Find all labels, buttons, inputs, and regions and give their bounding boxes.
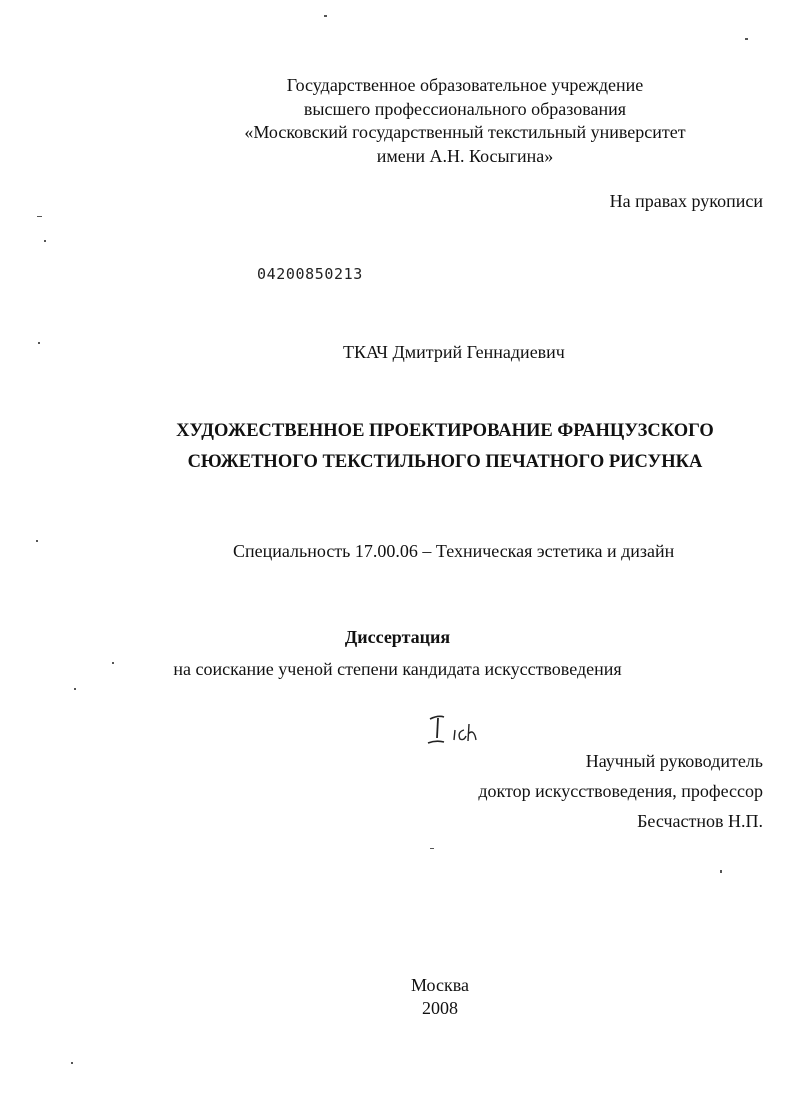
institution-header xyxy=(170,74,760,168)
scan-speck xyxy=(74,688,76,690)
dissertation-title xyxy=(150,416,740,478)
supervisor-name: Бесчастнов Н.П. xyxy=(637,811,763,831)
year: 2008 xyxy=(422,998,458,1018)
scan-speck xyxy=(720,870,722,873)
institution-line-1: Государственное образовательное учреждение xyxy=(286,75,644,95)
scan-speck xyxy=(112,662,114,664)
author-name: ТКАЧ Дмитрий Геннадиевич xyxy=(343,342,565,362)
institution-line-4: имени А.Н. Косыгина» xyxy=(376,145,554,166)
scan-speck xyxy=(37,216,42,217)
scan-speck xyxy=(430,848,434,849)
work-type-heading: Диссертация xyxy=(344,627,451,647)
title-line-2: СЮЖЕТНОГО ТЕКСТИЛЬНОГО ПЕЧАТНОГО РИСУНКА xyxy=(187,452,703,472)
institution-line-2: высшего профессионального образования xyxy=(303,98,627,119)
scan-speck xyxy=(71,1062,73,1064)
scan-speck xyxy=(44,240,46,242)
city-year-block xyxy=(290,974,590,1020)
supervisor-block xyxy=(478,746,763,836)
scan-speck xyxy=(36,540,38,542)
degree-line: на соискание ученой степени кандидата искусствоведения xyxy=(173,659,622,679)
specialty-line: Специальность 17.00.06 – Техническая эстетика и дизайн xyxy=(233,541,675,561)
city: Москва xyxy=(411,975,469,995)
institution-line-3: «Московский государственный текстильный университет xyxy=(244,122,686,142)
supervisor-credentials: доктор искусствоведения, профессор xyxy=(478,781,763,801)
scan-speck xyxy=(324,15,327,17)
scan-speck xyxy=(38,342,40,344)
title-line-1: ХУДОЖЕСТВЕННОЕ ПРОЕКТИРОВАНИЕ ФРАНЦУЗСКОГО xyxy=(176,421,714,441)
manuscript-rights-label: На правах рукописи xyxy=(609,191,763,211)
supervisor-role: Научный руководитель xyxy=(585,751,763,771)
registration-code: 04200850213 xyxy=(257,265,363,283)
scan-speck xyxy=(745,38,748,40)
